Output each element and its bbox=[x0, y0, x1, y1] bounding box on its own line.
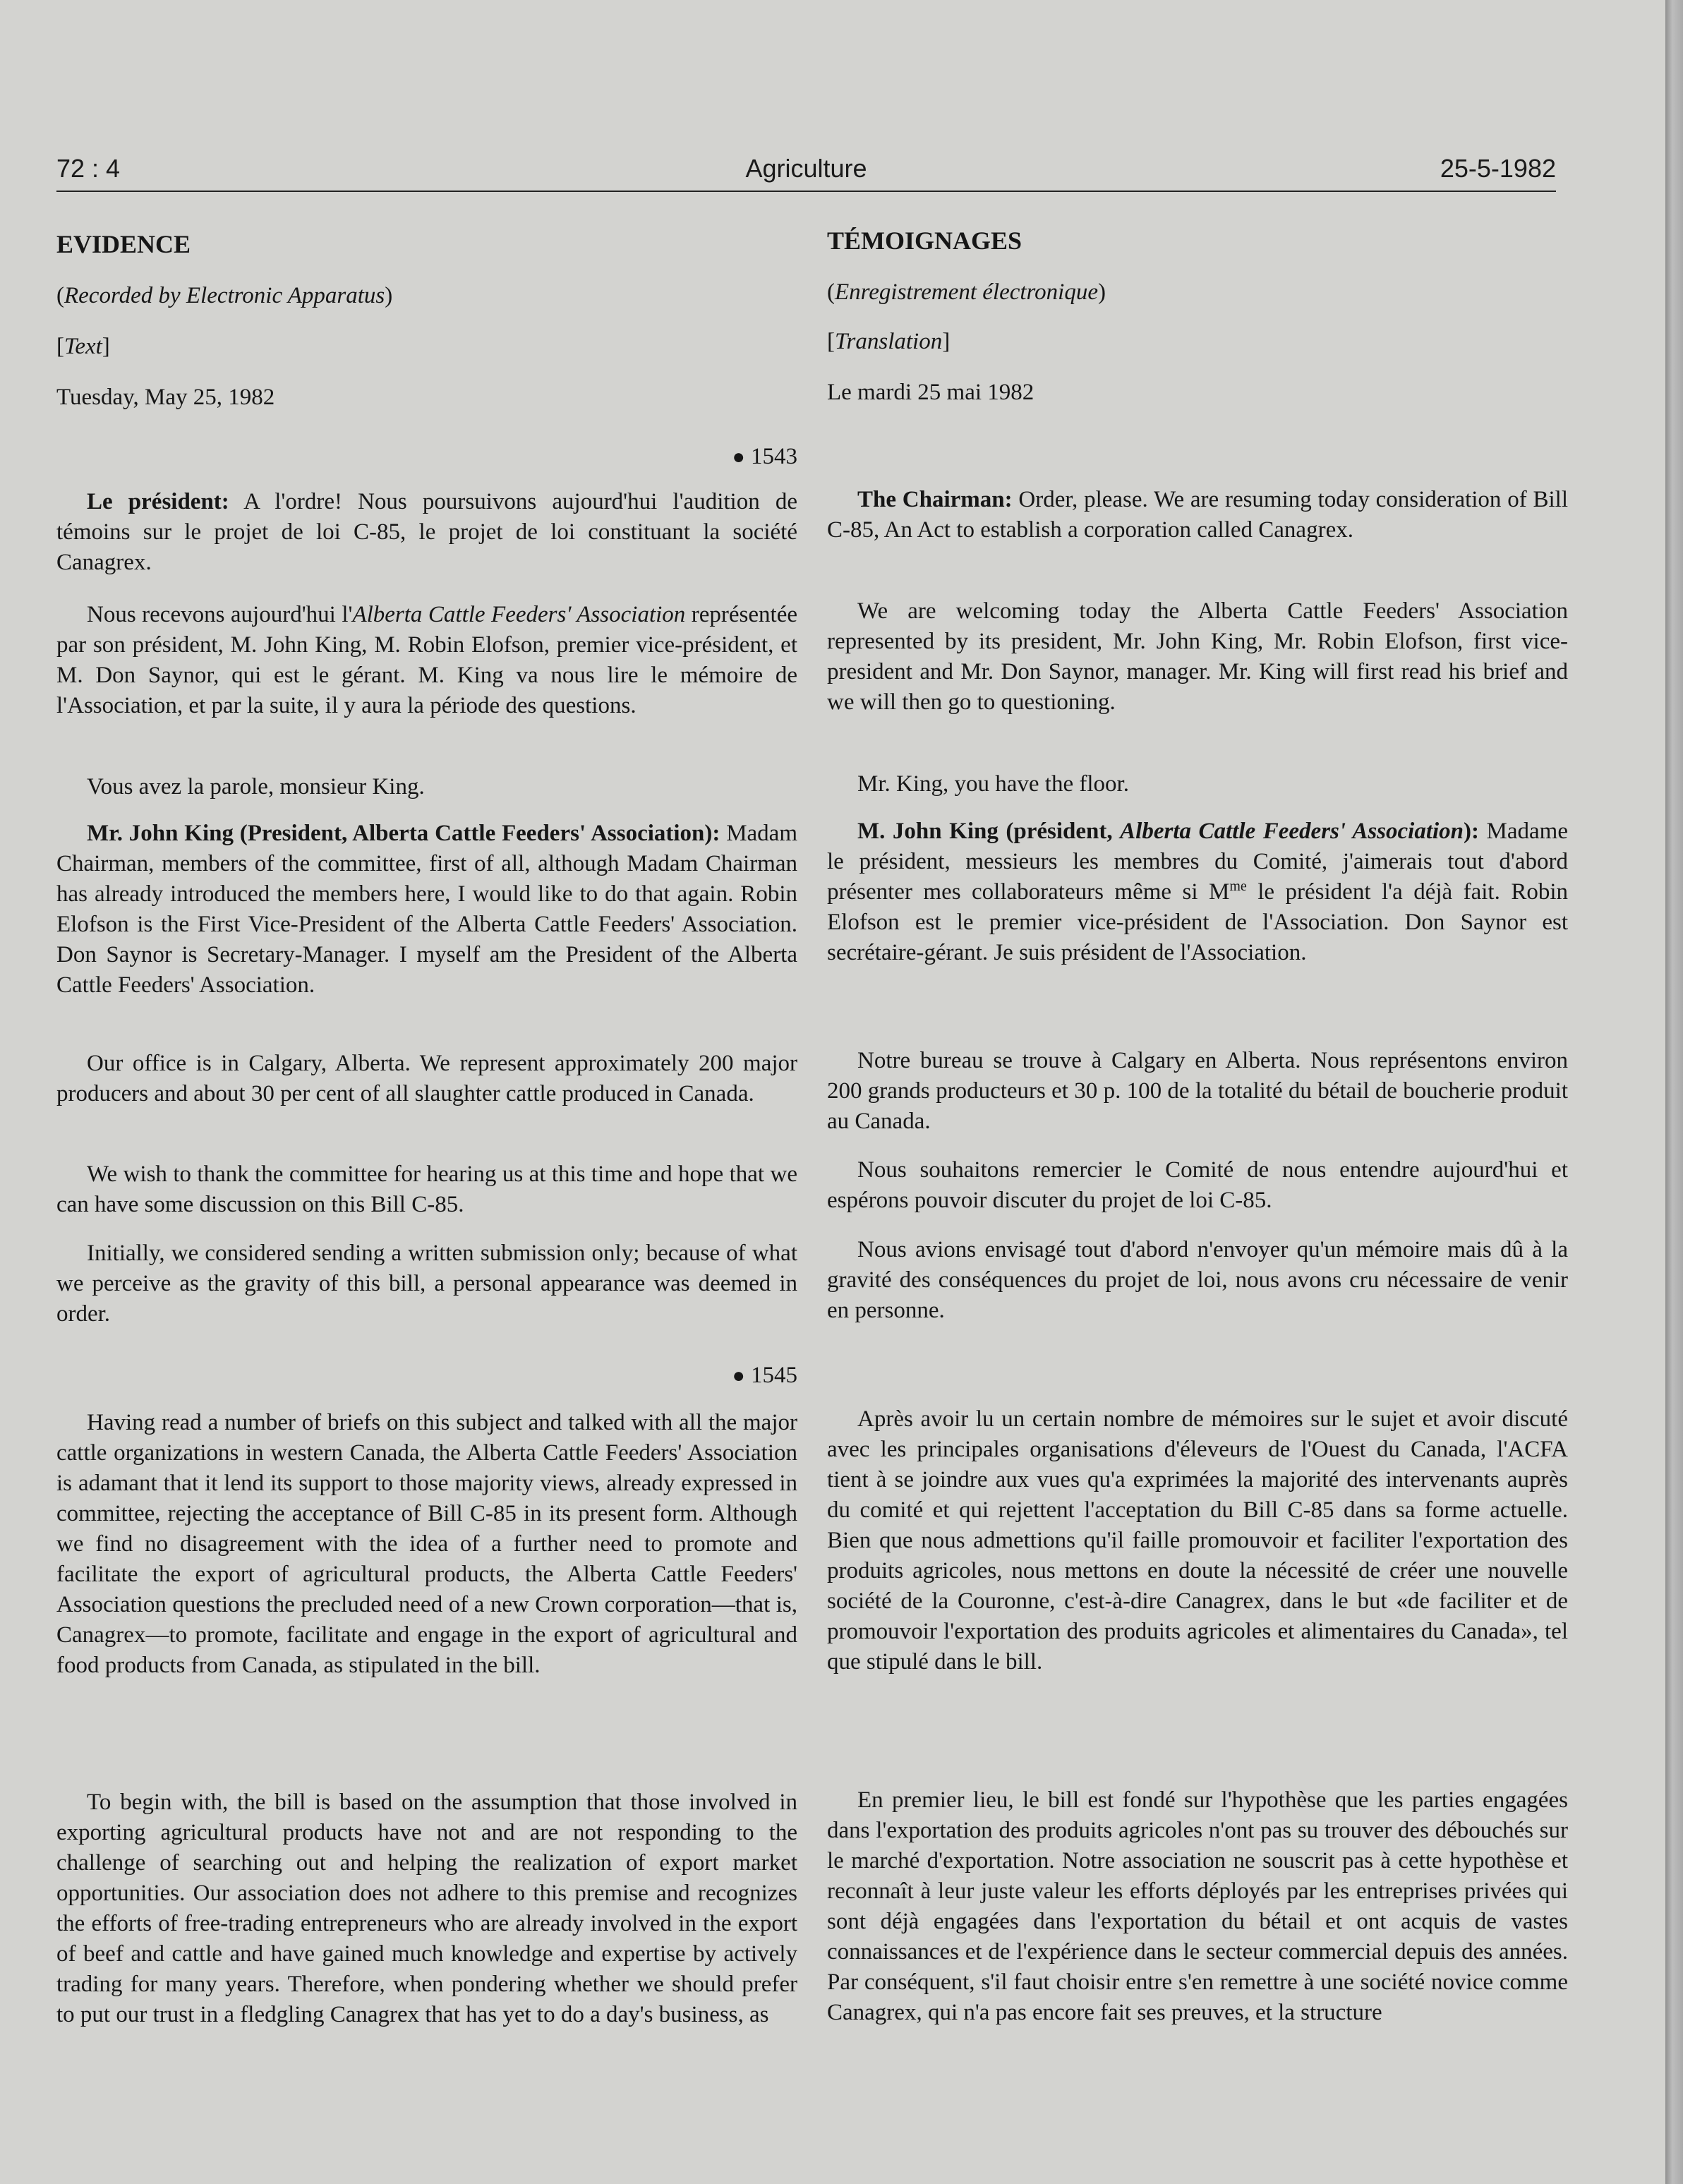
left-para-4: Mr. John King (President, Alberta Cattle Feeders' Association): Madam Chairman, members of the committee, first of all, although Madam Chairman has already introduced the members here, I would like to do that again. Robin Elofson is the First Vice-President of the Alberta Cattle Feeders' Association. Don Saynor is Secretary-Manager. I myself am the President of the Alberta Cattle Feeders' Association. bbox=[56, 821, 797, 998]
left-para-1: Le président: A l'ordre! Nous poursuivons aujourd'hui l'audition de témoins sur le projet de loi C-85, le projet de loi constituant la société Canagrex. bbox=[56, 489, 797, 575]
right-para-8: Après avoir lu un certain nombre de mémoires sur le sujet et avoir discuté avec les principales organisations d'éleveurs de l'Ouest du Canada, l'ACFA tient à se joindre aux vues qu'a exprimées la majorité des intervenants auprès du comité et qui rejettent l'acceptation du Bill C-85 dans sa forme actuelle. Bien que nous admettions qu'il faille promouvoir et faciliter l'exportation des produits agricoles, nous mettons en doute la nécessité de créer une nouvelle société de la Couronne, c'est-à-dire Canagrex, dans le but «de faciliter et de promouvoir l'exportation des produits agricoles et alimentaires du Canada», tel que stipulé dans le bill. bbox=[827, 1406, 1568, 1675]
left-para-6: We wish to thank the committee for hearing us at this time and hope that we can have some discussion on this Bill C-85. bbox=[56, 1162, 797, 1217]
left-para-9: To begin with, the bill is based on the assumption that those involved in exporting agricultural products have not and are not responding to the challenge of searching out and helping the realization of export market opportunities. Our association does not adhere to this premise and recognizes the efforts of free-trading entrepreneurs who are already involved in the export of beef and cattle and have gained much knowledge and expertise by actively trading for many years. Therefore, when pondering whether we should prefer to put our trust in a fledgling Canagrex that has yet to do a day's business, as bbox=[56, 1790, 797, 2027]
right-para-3: Mr. King, you have the floor. bbox=[857, 771, 1129, 797]
recorded-note: (Recorded by Electronic Apparatus) bbox=[56, 283, 393, 308]
header-title: Agriculture bbox=[745, 154, 867, 183]
running-header bbox=[56, 154, 1556, 189]
recorded-note: (Enregistrement électronique) bbox=[827, 279, 1106, 305]
page-edge-shadow bbox=[1665, 0, 1683, 2184]
speaker-name: The Chairman: bbox=[857, 487, 1013, 512]
page-number: 72 : 4 bbox=[56, 154, 121, 183]
right-para-6: Nous souhaitons remercier le Comité de nous entendre aujourd'hui et espérons pouvoir discuter du projet de loi C-85. bbox=[827, 1157, 1568, 1213]
section-heading: TÉMOIGNAGES bbox=[827, 227, 1023, 255]
right-para-1: The Chairman: Order, please. We are resuming today consideration of Bill C-85, An Act to establish a corporation called Canagrex. bbox=[827, 487, 1568, 543]
left-recorded-block bbox=[56, 281, 797, 311]
section-heading: EVIDENCE bbox=[56, 230, 191, 258]
left-heading-block bbox=[56, 229, 797, 260]
left-para-7: Initially, we considered sending a written submission only; because of what we perceive as the gravity of this bill, a personal appearance was deemed in order. bbox=[56, 1241, 797, 1327]
header-date: 25-5-1982 bbox=[1440, 154, 1556, 183]
right-para-5: Notre bureau se trouve à Calgary en Alberta. Nous représentons environ 200 grands producteurs et 30 p. 100 de la totalité du bétail de boucherie produit au Canada. bbox=[827, 1048, 1568, 1134]
right-para-9: En premier lieu, le bill est fondé sur l'hypothèse que les parties engagées dans l'exportation des produits agricoles n'ont pas su trouver des débouchés sur le marché d'exportation. Notre association ne souscrit pas à cette hypothèse et reconnaît à leur juste valeur les efforts déployés par les entreprises privées qui sont déjà engagées dans l'exportation du bétail et ont acquis de vastes connaissances et de l'expérience dans le secteur commercial depuis des années. Par conséquent, s'il faut choisir entre s'en remettre à une société novice comme Canagrex, qui n'a pas encore fait ses preuves, et la structure bbox=[827, 1787, 1568, 2025]
bullet-icon: ● bbox=[732, 445, 745, 469]
speaker-name: M. John King (président, Alberta Cattle Feeders' Association): bbox=[857, 819, 1480, 844]
right-para-4: M. John King (président, Alberta Cattle Feeders' Association): Madame le président, messieurs les membres du Comité, j'aimerais tout d'abord présenter mes collaborateurs même si $M^{me}$ le président l'a déjà fait. Robin Elofson est le premier vice-président de l'Association. Don Saynor est secrétaire-gérant. Je suis président de l'Association. bbox=[827, 819, 1568, 965]
header-rule bbox=[56, 191, 1556, 192]
left-date-block bbox=[56, 382, 797, 413]
date-line: Le mardi 25 mai 1982 bbox=[827, 380, 1034, 405]
left-text-tag-block bbox=[56, 332, 797, 362]
bullet-icon: ● bbox=[732, 1364, 745, 1387]
time-marker-1545: ● 1545 bbox=[732, 1363, 797, 1388]
right-para-7: Nous avions envisagé tout d'abord n'envoyer qu'un mémoire mais dû à la gravité des conséquences du projet de loi, nous avons cru nécessaire de venir en personne. bbox=[827, 1237, 1568, 1323]
right-text-tag-block bbox=[827, 327, 1568, 357]
right-recorded-block bbox=[827, 277, 1568, 308]
text-tag: [Translation] bbox=[827, 329, 951, 354]
speaker-name: Mr. John King (President, Alberta Cattle Feeders' Association): bbox=[87, 821, 720, 846]
left-para-3: Vous avez la parole, monsieur King. bbox=[87, 774, 425, 800]
time-marker-1543: ● 1543 bbox=[732, 444, 797, 469]
right-heading-block bbox=[827, 226, 1568, 256]
right-date-block bbox=[827, 378, 1568, 408]
left-para-2: Nous recevons aujourd'hui l'Alberta Cattle Feeders' Association représentée par son président, M. John King, M. Robin Elofson, premier vice-président, et M. Don Saynor, qui est le gérant. M. King va nous lire le mémoire de l'Association, et par la suite, il y aura la période des questions. bbox=[56, 602, 797, 718]
speaker-name: Le président: bbox=[87, 489, 229, 514]
text-tag: [Text] bbox=[56, 334, 110, 359]
left-para-8: Having read a number of briefs on this subject and talked with all the major cattle organizations in western Canada, the Alberta Cattle Feeders' Association is adamant that it lend its support to those majority views, already expressed in committee, rejecting the acceptance of Bill C-85 in its present form. Although we find no disagreement with the idea of a further need to promote and facilitate the export of agricultural products, the Alberta Cattle Feeders' Association questions the precluded need of a new Crown corporation—that is, Canagrex—to promote, facilitate and engage in the export of agricultural and food products from Canada, as stipulated in the bill. bbox=[56, 1410, 797, 1678]
left-para-5: Our office is in Calgary, Alberta. We represent approximately 200 major producers and about 30 per cent of all slaughter cattle produced in Canada. bbox=[56, 1051, 797, 1106]
right-para-2: We are welcoming today the Alberta Cattle Feeders' Association represented by its president, Mr. John King, Mr. Robin Elofson, first vice-president and Mr. Don Saynor, manager. Mr. King will first read his brief and we will then go to questioning. bbox=[827, 598, 1568, 715]
date-line: Tuesday, May 25, 1982 bbox=[56, 385, 275, 410]
